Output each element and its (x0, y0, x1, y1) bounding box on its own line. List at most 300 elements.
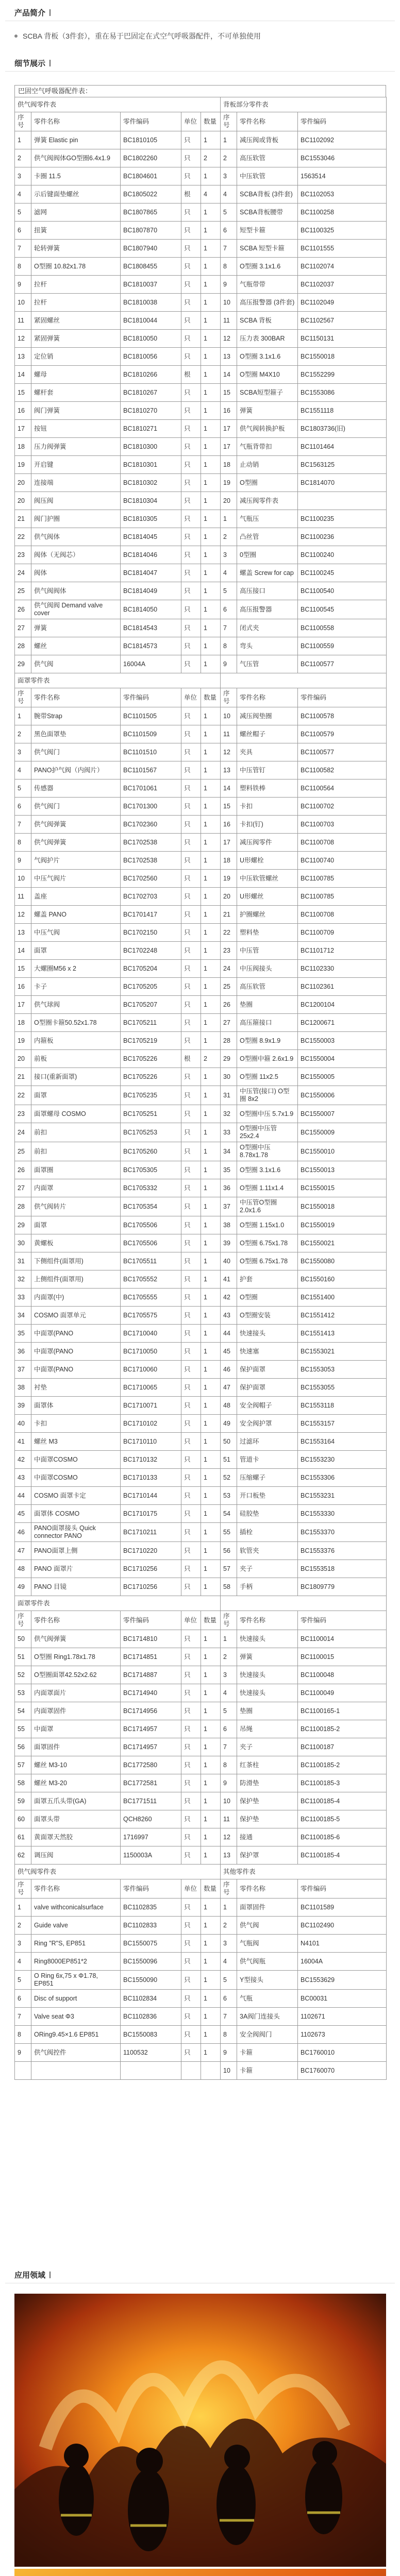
part-number: 13 (15, 348, 31, 366)
part-number: 50 (15, 1630, 31, 1648)
part-name: 管道卡 (237, 1451, 298, 1469)
part-code: BC1550015 (298, 1179, 387, 1197)
unit: 只 (181, 888, 201, 906)
part-code: BC1553118 (298, 1397, 387, 1415)
part-name: PANO面罩接头 Quick connector PANO (31, 1523, 121, 1542)
part-number: 45 (15, 1505, 31, 1523)
part-name: 卡子 (31, 978, 121, 996)
table-row (15, 1935, 387, 1953)
table-row (15, 743, 387, 761)
part-name: 面罩体 (31, 1397, 121, 1415)
part-code: BC1705204 (121, 960, 181, 978)
part-name: 中压管 (237, 942, 298, 960)
table-row (15, 2062, 387, 2080)
part-name: 前扣 (31, 1123, 121, 1142)
part-number: 20 (15, 474, 31, 492)
table-row (15, 1469, 387, 1487)
part-code: BC1100577 (298, 655, 387, 673)
part-code: BC1714957 (121, 1720, 181, 1738)
table-row (15, 906, 387, 924)
part-name: 供气阀弹簧 (31, 1630, 121, 1648)
table-row (15, 185, 387, 204)
part-number: 37 (221, 1197, 237, 1216)
unit (181, 2062, 201, 2080)
part-name: 螺丝 M3-20 (31, 1774, 121, 1792)
unit: 只 (181, 1216, 201, 1234)
part-number: 46 (15, 1523, 31, 1542)
part-code: BC1551413 (298, 1325, 387, 1343)
part-number: 24 (15, 564, 31, 582)
part-name: 高压报警器 (3件套) (237, 294, 298, 312)
part-number: 43 (221, 1307, 237, 1325)
quantity: 1 (201, 1325, 221, 1343)
quantity: 1 (201, 1828, 221, 1846)
unit: 只 (181, 924, 201, 942)
part-code: BC1702560 (121, 870, 181, 888)
part-name: 下侧组件(面罩用) (31, 1252, 121, 1270)
table-row (15, 924, 387, 942)
part-number: 51 (15, 1648, 31, 1666)
part-number: 10 (15, 294, 31, 312)
part-name: 闭式夹 (237, 619, 298, 637)
quantity: 1 (201, 1397, 221, 1415)
part-name: 衬垫 (31, 1379, 121, 1397)
part-number: 6 (221, 1720, 237, 1738)
part-code: BC1553370 (298, 1523, 387, 1542)
part-name: 安全阀帽子 (237, 1397, 298, 1415)
quantity: 1 (201, 474, 221, 492)
part-number: 4 (15, 1953, 31, 1971)
table-group-title-row (15, 673, 387, 688)
part-number: 51 (221, 1451, 237, 1469)
part-code: BC1805022 (121, 185, 181, 204)
part-number: 8 (221, 1756, 237, 1774)
quantity: 1 (201, 510, 221, 528)
part-name: PANO面罩上侧 (31, 1542, 121, 1560)
table-row (15, 2008, 387, 2026)
part-number: 19 (221, 870, 237, 888)
part-number: 61 (15, 1828, 31, 1846)
unit: 只 (181, 1343, 201, 1361)
part-code: BC1100235 (298, 510, 387, 528)
part-code: BC1553164 (298, 1433, 387, 1451)
part-name: O型圈 M4X10 (237, 366, 298, 384)
table-row (15, 1343, 387, 1361)
part-number: 25 (221, 978, 237, 996)
table-row (15, 1105, 387, 1123)
part-number: 23 (221, 942, 237, 960)
quantity: 1 (201, 1361, 221, 1379)
part-number: 57 (221, 1560, 237, 1578)
table-row (15, 619, 387, 637)
part-name: U形螺栓 (237, 852, 298, 870)
column-header: 零件名称 (237, 688, 298, 707)
part-code: BC1710211 (121, 1523, 181, 1542)
part-name: 大螺圈M56 x 2 (31, 960, 121, 978)
left-group-title: 面罩零件表 (15, 673, 221, 688)
part-number: 9 (15, 2044, 31, 2062)
unit: 只 (181, 420, 201, 438)
part-number: 35 (221, 1161, 237, 1179)
part-code: BC1100049 (298, 1684, 387, 1702)
part-name: 螺杆套 (31, 384, 121, 402)
part-code: BC1710144 (121, 1487, 181, 1505)
quantity: 1 (201, 1578, 221, 1596)
quantity: 1 (201, 1720, 221, 1738)
unit: 只 (181, 1161, 201, 1179)
quantity: 1 (201, 1899, 221, 1917)
part-code: BC1804601 (121, 167, 181, 185)
part-name: 弯头 (237, 637, 298, 655)
part-number: 49 (221, 1415, 237, 1433)
unit: 只 (181, 1756, 201, 1774)
part-name: 快速接头 (237, 1666, 298, 1684)
table-row (15, 1828, 387, 1846)
part-name: 气阀护片 (31, 852, 121, 870)
part-number: 15 (15, 960, 31, 978)
part-number: 8 (221, 637, 237, 655)
application-section-title (14, 2269, 51, 2280)
part-code: BC1810266 (121, 366, 181, 384)
part-code: BC1100740 (298, 852, 387, 870)
parts-table-container (14, 85, 386, 2080)
part-name: 减压阀零件表 (237, 492, 298, 510)
part-name: Valve seat Φ3 (31, 2008, 121, 2026)
part-code: BC1101555 (298, 240, 387, 258)
part-code: BC1101505 (121, 707, 181, 725)
part-code: BC1705552 (121, 1270, 181, 1289)
part-number: 47 (221, 1379, 237, 1397)
part-number: 16 (15, 402, 31, 420)
part-name: 高压软管 (237, 978, 298, 996)
table-row (15, 131, 387, 149)
part-code: BC1102074 (298, 258, 387, 276)
part-number: 7 (15, 2008, 31, 2026)
part-name: 阀压阀 (31, 492, 121, 510)
quantity: 1 (201, 798, 221, 816)
part-name: 护圈螺丝 (237, 906, 298, 924)
part-code: BC1102330 (298, 960, 387, 978)
part-name: O型圈 11x2.5 (237, 1068, 298, 1086)
unit: 只 (181, 1289, 201, 1307)
quantity: 1 (201, 366, 221, 384)
part-name: 吊绳 (237, 1720, 298, 1738)
part-name: 中面罩COSMO (31, 1469, 121, 1487)
part-number: 29 (221, 1050, 237, 1068)
part-number: 31 (15, 1252, 31, 1270)
unit: 只 (181, 1684, 201, 1702)
parts-table-title: 巴固空气呼吸器配件表： (14, 85, 386, 97)
table-row (15, 1702, 387, 1720)
quantity: 1 (201, 1179, 221, 1197)
part-name: 按钮 (31, 420, 121, 438)
unit: 只 (181, 1397, 201, 1415)
part-number: 58 (221, 1578, 237, 1596)
table-row (15, 1756, 387, 1774)
column-header: 零件名称 (237, 112, 298, 131)
quantity: 1 (201, 1105, 221, 1123)
part-code: BC1705305 (121, 1161, 181, 1179)
unit: 只 (181, 546, 201, 564)
part-name: O型圈 3.1x1.6 (237, 258, 298, 276)
part-number: 30 (15, 1234, 31, 1252)
part-name: 护套 (237, 1270, 298, 1289)
part-name: 卡箍 (237, 2062, 298, 2080)
part-name: 滤网 (31, 204, 121, 222)
part-number: 8 (15, 834, 31, 852)
quantity: 1 (201, 1917, 221, 1935)
part-code: BC1705205 (121, 978, 181, 996)
part-name: 插栓 (237, 1523, 298, 1542)
part-name: O型圈中箍 2.6x1.9 (237, 1050, 298, 1068)
table-row (15, 366, 387, 384)
part-name: 螺丝 M3 (31, 1433, 121, 1451)
part-code: BC1803736(旧) (298, 420, 387, 438)
part-code: BC1550160 (298, 1270, 387, 1289)
part-code: BC1810300 (121, 438, 181, 456)
quantity: 1 (201, 1810, 221, 1828)
part-code: BC1101509 (121, 725, 181, 743)
part-code: 1100532 (121, 2044, 181, 2062)
quantity: 1 (201, 330, 221, 348)
part-name: 保护垫 (237, 1810, 298, 1828)
part-code: BC1100559 (298, 637, 387, 655)
part-code: BC1808455 (121, 258, 181, 276)
part-name: 塑料垫 (237, 924, 298, 942)
part-number: 19 (221, 474, 237, 492)
part-code: BC1550006 (298, 1086, 387, 1105)
application-title-text: 应用领域 (14, 2271, 46, 2280)
column-header: 数量 (201, 112, 221, 131)
table-row (15, 1379, 387, 1397)
part-number: 3 (15, 743, 31, 761)
part-name: 安全阀阀门 (237, 2026, 298, 2044)
part-number: 36 (221, 1179, 237, 1197)
part-number: 45 (221, 1343, 237, 1361)
part-code: BC1807870 (121, 222, 181, 240)
part-number: 22 (221, 924, 237, 942)
part-number: 12 (15, 906, 31, 924)
part-number: 53 (221, 1487, 237, 1505)
part-name: SCBA短型箍子 (237, 384, 298, 402)
unit: 只 (181, 1846, 201, 1865)
part-name: 软管夹 (237, 1542, 298, 1560)
table-group-title-row (15, 1596, 387, 1611)
table-row (15, 1216, 387, 1234)
quantity: 1 (201, 1032, 221, 1050)
part-number: 11 (15, 312, 31, 330)
quantity: 1 (201, 743, 221, 761)
part-code: BC1705511 (121, 1252, 181, 1270)
part-number: 15 (15, 384, 31, 402)
part-name: 螺母 (31, 366, 121, 384)
part-name: 高压箍接口 (237, 1014, 298, 1032)
intro-section-title (14, 7, 51, 18)
part-code: BC1553518 (298, 1560, 387, 1578)
quantity: 1 (201, 1068, 221, 1086)
part-number: 19 (15, 456, 31, 474)
quantity: 1 (201, 240, 221, 258)
table-row (15, 1161, 387, 1179)
table-row (15, 978, 387, 996)
unit: 只 (181, 492, 201, 510)
part-number: 5 (221, 1702, 237, 1720)
part-code: BC1101589 (298, 1899, 387, 1917)
unit: 只 (181, 1917, 201, 1935)
part-name: 螺盖 PANO (31, 906, 121, 924)
part-number: 9 (15, 276, 31, 294)
part-code: BC1100185-2 (298, 1756, 387, 1774)
quantity: 4 (201, 185, 221, 204)
part-number: 6 (15, 798, 31, 816)
part-number: 36 (15, 1343, 31, 1361)
unit: 只 (181, 960, 201, 978)
part-code: 16004A (298, 1953, 387, 1971)
part-name: 中面罩COSMO (31, 1451, 121, 1469)
unit: 只 (181, 816, 201, 834)
part-number: 58 (15, 1774, 31, 1792)
part-name: 面罩螺母 COSMO (31, 1105, 121, 1123)
unit: 只 (181, 1307, 201, 1325)
part-code: BC1100540 (298, 582, 387, 600)
part-code: BC1101510 (121, 743, 181, 761)
part-code: 1150003A (121, 1846, 181, 1865)
part-number: 28 (15, 637, 31, 655)
part-code: BC1810304 (121, 492, 181, 510)
unit: 只 (181, 564, 201, 582)
part-number: 47 (15, 1542, 31, 1560)
unit: 根 (181, 1050, 201, 1068)
quantity: 1 (201, 1487, 221, 1505)
part-code: QCH8260 (121, 1810, 181, 1828)
part-name: 供气阀体 (31, 528, 121, 546)
part-name: 黄螺板 (31, 1234, 121, 1252)
part-code: BC1100258 (298, 204, 387, 222)
part-name: 紧固弹簧 (31, 330, 121, 348)
part-name: 手柄 (237, 1578, 298, 1596)
table-row (15, 1917, 387, 1935)
part-name: 快速接头 (237, 1630, 298, 1648)
part-number: 26 (15, 1161, 31, 1179)
quantity: 1 (201, 1505, 221, 1523)
part-number: 7 (221, 2008, 237, 2026)
part-name: 阀门护圈 (31, 510, 121, 528)
part-name: 夹子 (237, 1738, 298, 1756)
table-row (15, 1415, 387, 1433)
column-header: 单位 (181, 688, 201, 707)
quantity: 1 (201, 1343, 221, 1361)
unit: 只 (181, 600, 201, 619)
part-code: BC1550010 (298, 1142, 387, 1161)
part-number: 21 (15, 510, 31, 528)
part-name: 气瓶带带 (237, 276, 298, 294)
part-name: 紧固螺丝 (31, 312, 121, 330)
unit: 只 (181, 725, 201, 743)
unit: 只 (181, 1666, 201, 1684)
part-number: 16 (221, 402, 237, 420)
part-number: 3 (221, 546, 237, 564)
part-name: 螺丝 M3-10 (31, 1756, 121, 1774)
part-number: 13 (15, 924, 31, 942)
quantity: 1 (201, 1216, 221, 1234)
column-header: 数量 (201, 688, 221, 707)
table-row (15, 1666, 387, 1684)
part-code: BC1705211 (121, 1014, 181, 1032)
table-row (15, 779, 387, 798)
unit: 只 (181, 619, 201, 637)
part-name: 过滤环 (237, 1433, 298, 1451)
part-name: 快速接头 (237, 1684, 298, 1702)
unit: 只 (181, 330, 201, 348)
table-row (15, 1142, 387, 1161)
quantity: 1 (201, 960, 221, 978)
column-header: 序号 (15, 112, 31, 131)
unit: 只 (181, 1197, 201, 1216)
part-name: O Ring 6x,75 x Φ1.78, EP851 (31, 1971, 121, 1990)
part-number: 56 (221, 1542, 237, 1560)
part-name: 凸丝管 (237, 528, 298, 546)
quantity: 1 (201, 1252, 221, 1270)
part-code: BC1200671 (298, 1014, 387, 1032)
unit: 只 (181, 870, 201, 888)
part-code: BC1102037 (298, 276, 387, 294)
column-header: 单位 (181, 1879, 201, 1899)
table-row (15, 1068, 387, 1086)
part-code: BC1772581 (121, 1774, 181, 1792)
table-row (15, 852, 387, 870)
part-number: 5 (15, 1971, 31, 1990)
part-number: 1 (221, 1899, 237, 1917)
part-name: 拉杆 (31, 276, 121, 294)
quantity: 1 (201, 870, 221, 888)
unit: 只 (181, 834, 201, 852)
part-number: 16 (221, 816, 237, 834)
part-name: O型圈 Ring1.78x1.78 (31, 1648, 121, 1666)
unit: 只 (181, 1971, 201, 1990)
part-code: BC1710220 (121, 1542, 181, 1560)
part-number: 17 (15, 420, 31, 438)
part-name: 螺丝帽子 (237, 725, 298, 743)
column-header: 序号 (221, 112, 237, 131)
table-row (15, 167, 387, 185)
table-row (15, 294, 387, 312)
part-code: BC1100582 (298, 761, 387, 779)
unit: 只 (181, 1433, 201, 1451)
part-code: BC1810050 (121, 330, 181, 348)
table-row (15, 330, 387, 348)
right-group-title (221, 1596, 387, 1611)
part-code: BC1710175 (121, 1505, 181, 1523)
part-code: BC1100545 (298, 600, 387, 619)
part-name: 螺丝 (31, 637, 121, 655)
part-name: 卡箍 (237, 2044, 298, 2062)
part-number: 20 (221, 492, 237, 510)
part-code: BC1553330 (298, 1505, 387, 1523)
part-number: 20 (15, 1050, 31, 1068)
column-header: 单位 (181, 112, 201, 131)
part-code: BC1150131 (298, 330, 387, 348)
table-row (15, 510, 387, 528)
part-code: BC1710133 (121, 1469, 181, 1487)
part-name: COSMO 面罩单元 (31, 1307, 121, 1325)
unit: 只 (181, 2008, 201, 2026)
unit: 只 (181, 1702, 201, 1720)
part-number: 53 (15, 1684, 31, 1702)
table-row (15, 1899, 387, 1917)
part-code: BC1702703 (121, 888, 181, 906)
unit: 只 (181, 1014, 201, 1032)
part-number: 10 (15, 870, 31, 888)
